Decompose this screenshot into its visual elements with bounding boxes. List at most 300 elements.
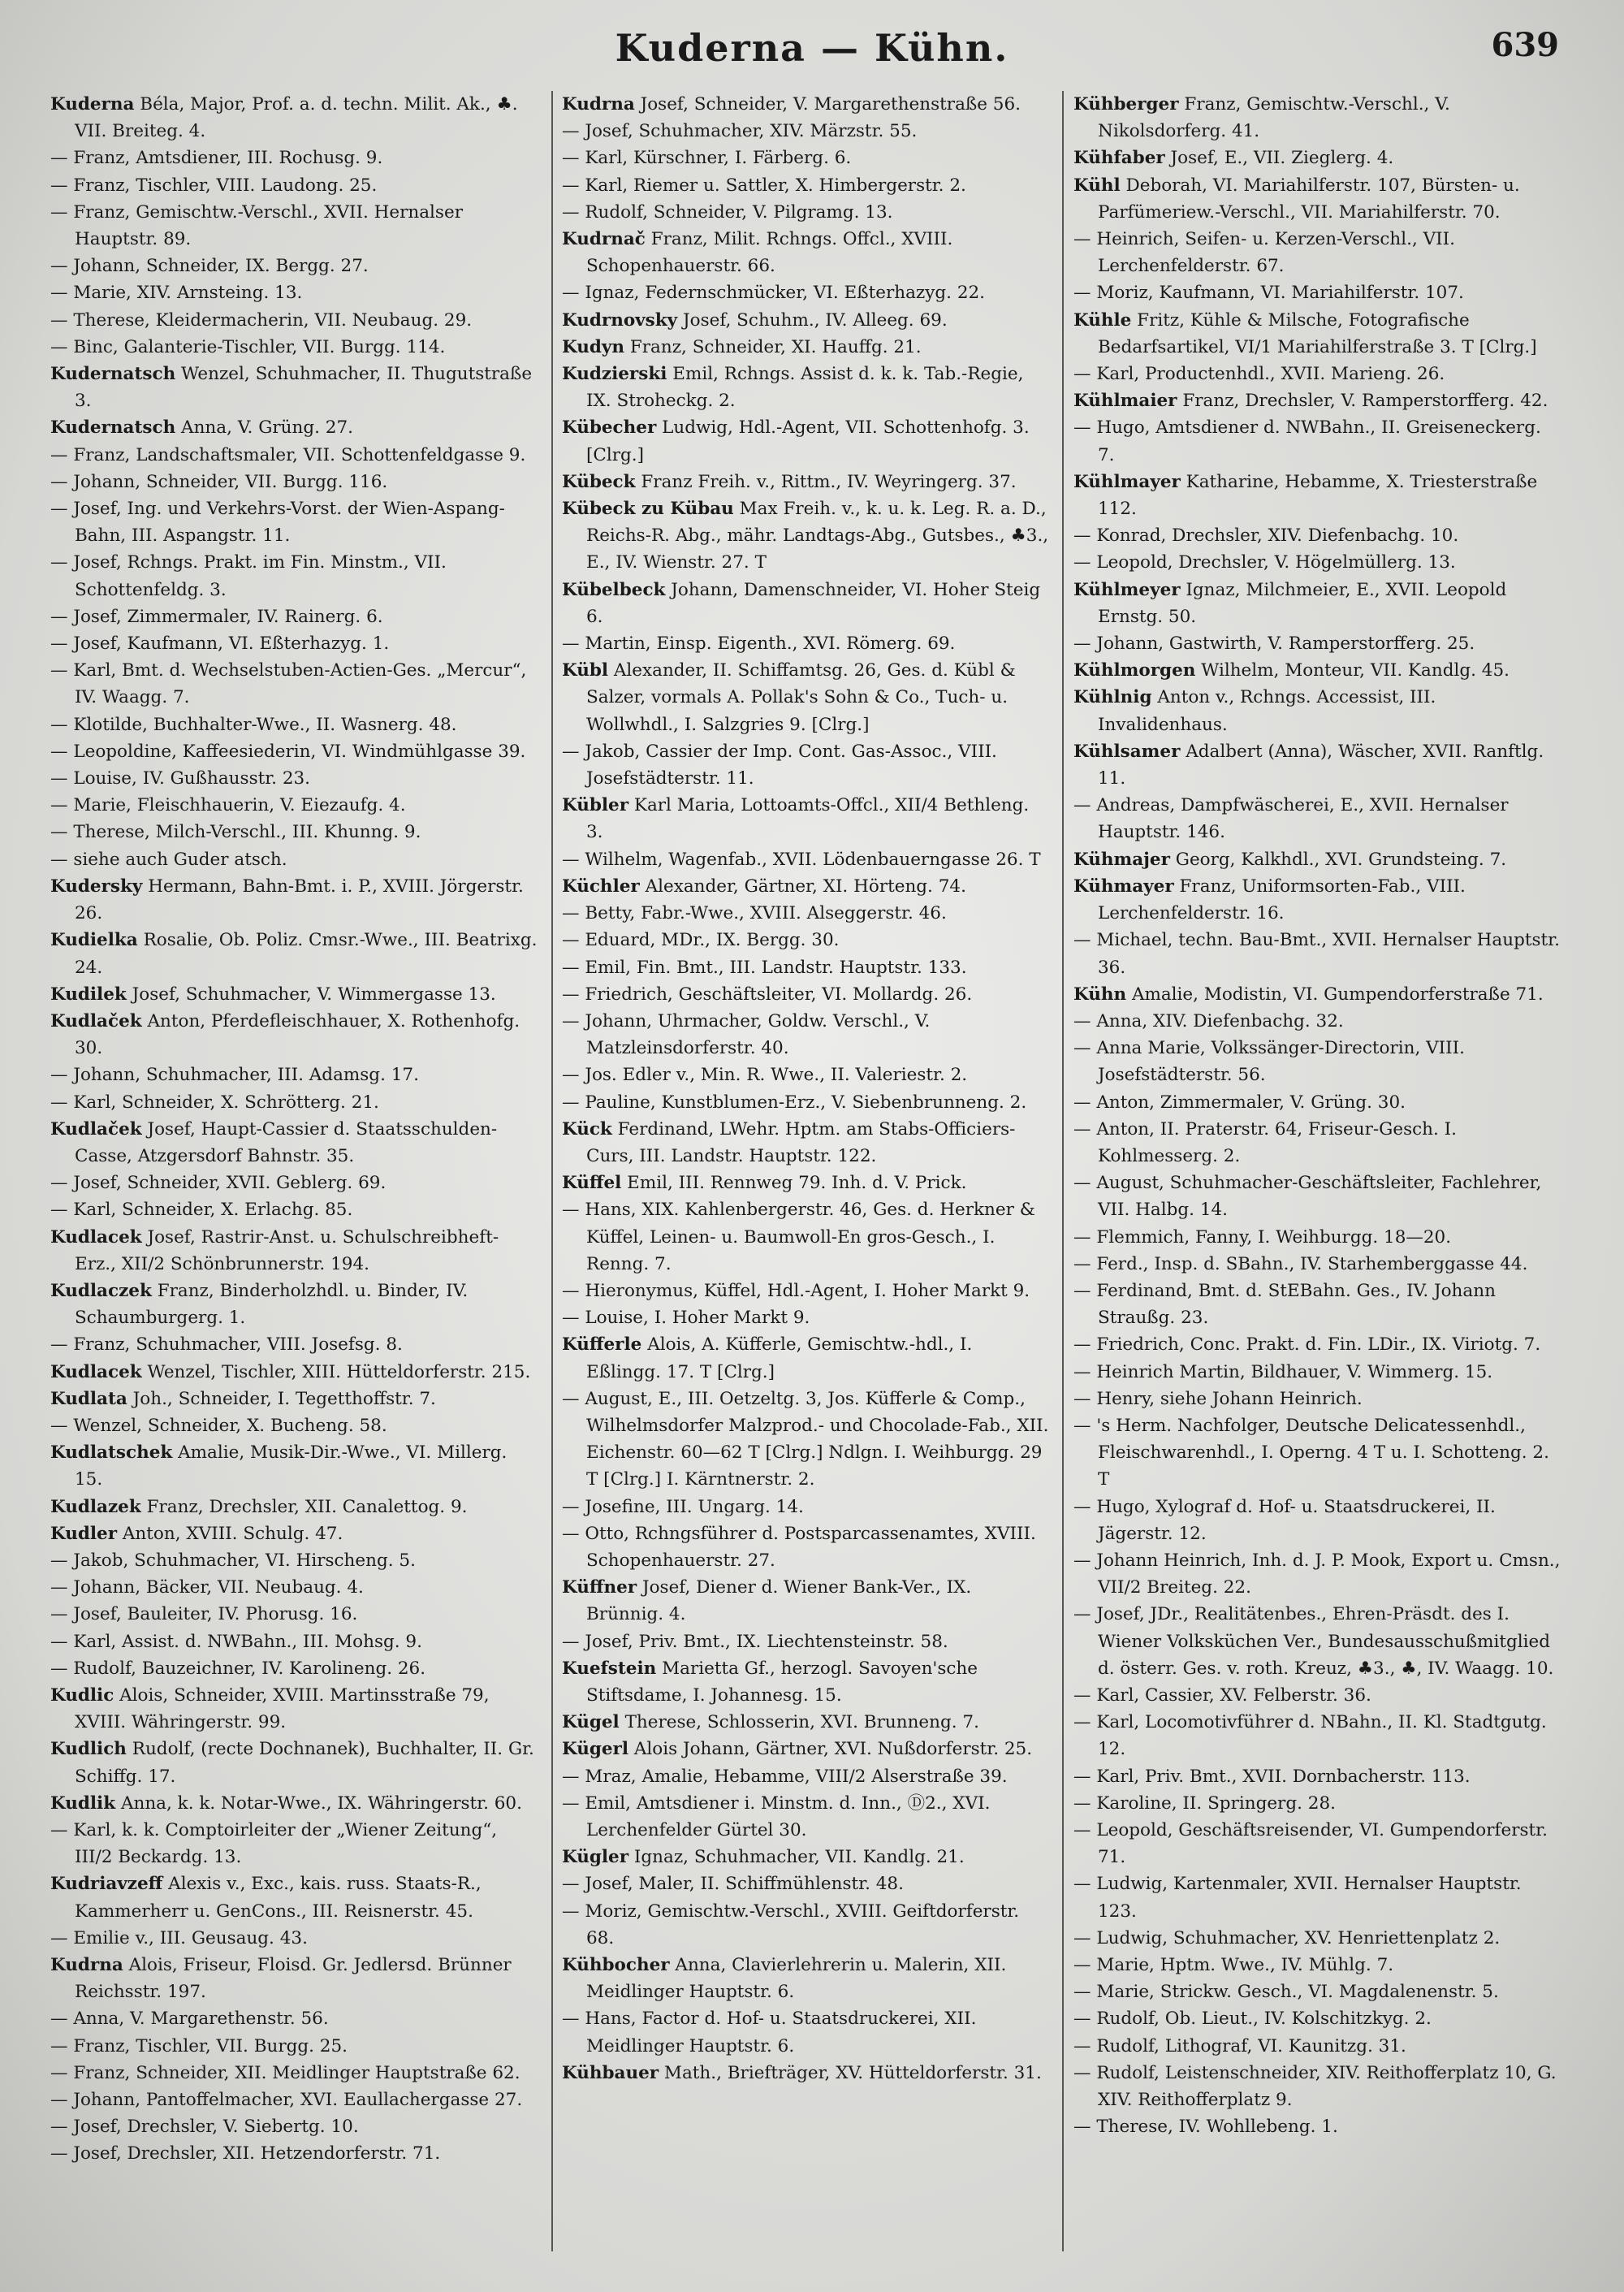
entry-text: — Josef, Schuhmacher, XIV. Märzstr. 55. [562, 121, 918, 142]
directory-entry [1073, 1386, 1561, 1412]
directory-entry [562, 1494, 1049, 1520]
entry-text: Anna, k. k. Notar-Wwe., IX. Währingerstr. 60. [115, 1793, 522, 1814]
entry-surname: Kudlacek [50, 1361, 142, 1382]
directory-entry [50, 1439, 538, 1493]
entry-text: — Franz, Tischler, VII. Burgg. 25. [50, 2035, 348, 2056]
entry-text: — Karl, Priv. Bmt., XVII. Dornbacherstr. 113. [1073, 1766, 1471, 1787]
entry-surname: Kück [562, 1118, 612, 1140]
entry-text: — Emilie v., III. Geusaug. 43. [50, 1927, 308, 1948]
entry-text: — Leopold, Drechsler, V. Högelmüllerg. 13. [1073, 552, 1456, 573]
entry-surname: Kudrna [50, 1955, 123, 1976]
directory-entry [562, 1008, 1049, 1062]
directory-entry [562, 495, 1049, 577]
directory-entry [1073, 1817, 1561, 1870]
entry-surname: Kübeck zu Kübau [562, 499, 734, 520]
entry-text: Emil, Rchngs. Assist d. k. k. Tab.-Regie, IX. Stroheckg. 2. [586, 364, 1024, 412]
entry-surname: Kudernatsch [50, 364, 176, 385]
entry-text: Alois Johann, Gärtner, XVI. Nußdorferstr. 25. [628, 1739, 1033, 1760]
entry-text: Wilhelm, Monteur, VII. Kandlg. 45. [1195, 660, 1510, 681]
directory-entry [1073, 1170, 1561, 1223]
directory-entry [1073, 657, 1561, 684]
directory-entry [50, 603, 538, 630]
entry-text: — Johann, Gastwirth, V. Ramperstorfferg. 25. [1073, 634, 1475, 655]
entry-text: — Karl, Cassier, XV. Felberstr. 36. [1073, 1684, 1371, 1706]
entry-text: — Marie, XIV. Arnsteing. 13. [50, 283, 303, 304]
directory-entry [562, 1089, 1049, 1116]
entry-text: — Josef, Kaufmann, VI. Eßterhazyg. 1. [50, 634, 390, 655]
entry-text: — Josef, Priv. Bmt., IX. Liechtensteinstr. 58. [562, 1631, 948, 1652]
directory-entry [50, 846, 538, 873]
entry-text: Ignaz, Milchmeier, E., XVII. Leopold Ernstg. 50. [1098, 579, 1507, 627]
directory-entry [50, 1925, 538, 1952]
entry-text: Rosalie, Ob. Poliz. Cmsr.-Wwe., III. Beatrixg. 24. [75, 930, 538, 978]
directory-columns [50, 91, 1585, 2260]
entry-surname: Kuderna [50, 94, 135, 115]
entry-text: — Hans, Factor d. Hof- u. Staatsdruckerei, XII. Meidlinger Hauptstr. 6. [562, 2009, 977, 2056]
directory-entry [50, 1494, 538, 1520]
directory-entry [562, 279, 1049, 306]
directory-entry [50, 279, 538, 306]
directory-entry [50, 1682, 538, 1736]
directory-entry [1073, 361, 1561, 387]
entry-text: Ferdinand, LWehr. Hptm. am Stabs-Officiers-Curs, III. Landstr. Hauptstr. 122. [586, 1118, 1016, 1166]
entry-text: Wenzel, Tischler, XIII. Hütteldorferstr. 215. [141, 1361, 531, 1382]
directory-entry [1073, 469, 1561, 522]
entry-text: Béla, Major, Prof. a. d. techn. Milit. Ak., ♣. VII. Breiteg. 4. [75, 94, 518, 142]
entry-text: — Franz, Amtsdiener, III. Rochusg. 9. [50, 148, 383, 169]
entry-surname: Kühlsamer [1073, 741, 1181, 762]
directory-entry [1073, 522, 1561, 549]
entry-text: Josef, Schuhm., IV. Alleeg. 69. [677, 309, 948, 331]
entry-text: — Heinrich Martin, Bildhauer, V. Wimmerg. 15. [1073, 1361, 1493, 1382]
entry-surname: Kühbocher [562, 1955, 670, 1976]
directory-entry [562, 1628, 1049, 1655]
entry-text: — Moriz, Kaufmann, VI. Mariahilferstr. 107. [1073, 283, 1464, 304]
directory-entry [50, 91, 538, 145]
entry-text: — Michael, techn. Bau-Bmt., XVII. Hernalser Hauptstr. 36. [1073, 930, 1560, 978]
entry-text: — Mraz, Amalie, Hebamme, VIII/2 Alserstraße 39. [562, 1766, 1008, 1787]
directory-entry [50, 711, 538, 738]
entry-surname: Kühle [1073, 309, 1132, 331]
entry-text: — Louise, IV. Gußhausstr. 23. [50, 768, 311, 789]
entry-text: Fritz, Kühle & Milsche, Fotografische Bedarfsartikel, VI/1 Mariahilferstraße 3. T [Clrg.] [1098, 309, 1537, 357]
directory-entry [562, 873, 1049, 900]
entry-text: Hermann, Bahn-Bmt. i. P., XVIII. Jörgerstr. 26. [75, 876, 524, 924]
directory-entry [50, 1952, 538, 2005]
directory-entry [50, 2060, 538, 2087]
directory-entry [562, 307, 1049, 334]
entry-surname: Kudrnovsky [562, 309, 678, 331]
directory-entry [50, 1628, 538, 1655]
directory-entry [1073, 1224, 1561, 1251]
entry-text: — Josef, Drechsler, XII. Hetzendorferstr. 71. [50, 2143, 441, 2164]
entry-surname: Kudlich [50, 1739, 127, 1760]
directory-entry [562, 2005, 1049, 2059]
entry-surname: Kühlmorgen [1073, 660, 1196, 681]
directory-entry [1073, 1494, 1561, 1547]
entry-text: — Otto, Rchngsführer d. Postsparcassenamtes, XVIII. Schopenhauerstr. 27. [562, 1523, 1036, 1571]
directory-entry [562, 199, 1049, 226]
entry-surname: Kudlaček [50, 1118, 142, 1140]
entry-text: Anna, Clavierlehrerin u. Malerin, XII. Meidlinger Hauptstr. 6. [586, 1955, 1007, 2003]
entry-text: — Karl, Kürschner, I. Färberg. 6. [562, 148, 852, 169]
directory-entry [1073, 91, 1561, 145]
directory-entry [1073, 684, 1561, 737]
directory-entry [50, 1520, 538, 1547]
entry-text: Josef, E., VII. Zieglerg. 4. [1164, 148, 1394, 169]
directory-entry [50, 361, 538, 414]
directory-entry [1073, 172, 1561, 226]
entry-text: — Josefine, III. Ungarg. 14. [562, 1496, 804, 1517]
entry-surname: Kudlaczek [50, 1280, 152, 1301]
directory-entry [1073, 1116, 1561, 1170]
directory-entry [50, 1547, 538, 1574]
directory-entry [50, 1790, 538, 1817]
directory-entry [50, 2005, 538, 2032]
entry-text: — Ignaz, Federnschmücker, VI. Eßterhazyg. 22. [562, 283, 986, 304]
directory-entry [1073, 1035, 1561, 1088]
page-number: 639 [1491, 26, 1559, 64]
entry-surname: Kudlik [50, 1793, 116, 1814]
entry-text: — Flemmich, Fanny, I. Weihburgg. 18—20. [1073, 1226, 1452, 1248]
entry-surname: Küfferle [562, 1334, 642, 1356]
entry-text: — Friedrich, Conc. Prakt. d. Fin. LDir., IX. Viriotg. 7. [1073, 1334, 1541, 1356]
directory-entry [50, 495, 538, 549]
directory-entry [50, 469, 538, 495]
directory-entry [1073, 307, 1561, 361]
entry-text: — Marie, Fleischhauerin, V. Eiezaufg. 4. [50, 795, 406, 816]
directory-entry [50, 1870, 538, 1924]
entry-text: Alexander, Gärtner, XI. Hörteng. 74. [639, 876, 966, 897]
directory-entry [562, 900, 1049, 927]
directory-entry [50, 442, 538, 469]
directory-entry [562, 1386, 1049, 1494]
directory-entry [1073, 1601, 1561, 1682]
directory-entry [1073, 577, 1561, 630]
directory-entry [562, 1196, 1049, 1278]
entry-text: Alois, Friseur, Floisd. Gr. Jedlersd. Brünner Reichsstr. 197. [75, 1955, 512, 2003]
entry-text: Josef, Diener d. Wiener Bank-Ver., IX. Brünnig. 4. [586, 1577, 972, 1625]
entry-text: — Anna Marie, Volkssänger-Directorin, VIII. Josefstädterstr. 56. [1073, 1038, 1465, 1086]
entry-text: — Karl, Locomotivführer d. NBahn., II. Kl. Stadtgutg. 12. [1073, 1712, 1547, 1760]
directory-entry [1073, 387, 1561, 414]
entry-surname: Kudlata [50, 1388, 127, 1409]
directory-entry [562, 414, 1049, 468]
entry-surname: Kühlmayer [1073, 471, 1181, 492]
directory-entry [50, 2140, 538, 2167]
entry-text: — Franz, Landschaftsmaler, VII. Schottenfeldgasse 9. [50, 444, 526, 465]
column-middle [562, 91, 1049, 2260]
directory-entry [562, 792, 1049, 845]
entry-text: — Ludwig, Kartenmaler, XVII. Hernalser Hauptstr. 123. [1073, 1874, 1522, 1922]
entry-surname: Kügel [562, 1712, 620, 1733]
directory-entry [562, 91, 1049, 118]
directory-entry [562, 657, 1049, 738]
directory-entry [562, 145, 1049, 171]
entry-text: — Louise, I. Hoher Markt 9. [562, 1308, 810, 1329]
entry-text: — Anna, XIV. Diefenbachg. 32. [1073, 1010, 1344, 1031]
directory-entry [1073, 2113, 1561, 2140]
entry-text: Katharine, Hebamme, X. Triesterstraße 112. [1098, 471, 1538, 520]
entry-text: — Hieronymus, Küffel, Hdl.-Agent, I. Hoher Markt 9. [562, 1280, 1030, 1301]
directory-entry [50, 873, 538, 927]
entry-surname: Kudlazek [50, 1496, 141, 1517]
entry-text: — Betty, Fabr.-Wwe., XVIII. Alseggerstr. 46. [562, 903, 947, 924]
directory-entry [562, 226, 1049, 279]
entry-text: — Hans, XIX. Kahlenbergerstr. 46, Ges. d. Herkner & Küffel, Leinen- u. Baumwoll-En gros-Gesch., I. Renng. 7. [562, 1200, 1035, 1274]
entry-text: — Wilhelm, Wagenfab., XVII. Lödenbauerngasse 26. T [562, 849, 1041, 870]
directory-entry [562, 1278, 1049, 1304]
entry-text: — Emil, Amtsdiener i. Minstm. d. Inn., Ⓓ2., XVI. Lerchenfelder Gürtel 30. [562, 1793, 991, 1840]
entry-text: Franz, Gemischtw.-Verschl., V. Nikolsdorferg. 41. [1098, 94, 1450, 142]
directory-entry [562, 1116, 1049, 1170]
entry-text: — Therese, Kleidermacherin, VII. Neubaug. 29. [50, 309, 473, 331]
entry-surname: Kudler [50, 1523, 118, 1544]
directory-entry [562, 2060, 1049, 2087]
entry-surname: Kudlacek [50, 1226, 142, 1248]
directory-entry [1073, 738, 1561, 792]
directory-entry [1073, 630, 1561, 657]
entry-text: — Johann, Schneider, VII. Burgg. 116. [50, 471, 388, 492]
entry-surname: Kuefstein [562, 1658, 657, 1679]
directory-entry [562, 1304, 1049, 1331]
entry-surname: Kühlmeyer [1073, 579, 1181, 600]
entry-text: — Marie, Strickw. Gesch., VI. Magdalenenstr. 5. [1073, 1982, 1499, 2003]
entry-text: — Ferdinand, Bmt. d. StEBahn. Ges., IV. Johann Straußg. 23. [1073, 1280, 1496, 1329]
entry-surname: Kübeck [562, 471, 636, 492]
entry-text: Johann, Damenschneider, VI. Hoher Steig 6. [586, 579, 1041, 627]
directory-entry [1073, 1870, 1561, 1924]
directory-entry [50, 1817, 538, 1870]
directory-entry [50, 1574, 538, 1601]
entry-surname: Kudersky [50, 876, 143, 897]
entry-text: — Rudolf, Schneider, V. Pilgramg. 13. [562, 201, 893, 223]
entry-text: — Pauline, Kunstblumen-Erz., V. Siebenbrunneng. 2. [562, 1092, 1027, 1113]
entry-surname: Kübl [562, 660, 609, 681]
column-left [50, 91, 538, 2260]
entry-surname: Küchler [562, 876, 640, 897]
entry-text: Alexander, II. Schiffamtsg. 26, Ges. d. Kübl & Salzer, vormals A. Pollak's Sohn & Co., Tuch- u. Wollwhdl., I. Salzgries 9. [Clrg.] [586, 660, 1016, 735]
entry-text: — Rudolf, Lithograf, VI. Kaunitzg. 31. [1073, 2035, 1406, 2056]
entry-text: Amalie, Musik-Dir.-Wwe., VI. Millerg. 15. [75, 1442, 508, 1490]
entry-surname: Kühberger [1073, 94, 1179, 115]
entry-text: — Ludwig, Schuhmacher, XV. Henriettenplatz 2. [1073, 1927, 1501, 1948]
entry-text: — Franz, Schuhmacher, VIII. Josefsg. 8. [50, 1334, 403, 1356]
entry-surname: Kühlnig [1073, 687, 1152, 708]
entry-text: Deborah, VI. Mariahilferstr. 107, Bürsten- u. Parfümeriew.-Verschl., VII. Mariahilferstr. 70. [1098, 175, 1520, 223]
entry-text: Georg, Kalkhdl., XVI. Grundsteing. 7. [1169, 849, 1507, 870]
entry-text: — Rudolf, Leistenschneider, XIV. Reithofferplatz 10, G. XIV. Reithofferplatz 9. [1073, 2062, 1557, 2111]
directory-entry [562, 1062, 1049, 1088]
entry-text: — Wenzel, Schneider, X. Bucheng. 58. [50, 1415, 387, 1436]
entry-text: Ignaz, Schuhmacher, VII. Kandlg. 21. [628, 1847, 965, 1868]
entry-surname: Kübecher [562, 417, 657, 439]
entry-text: — Josef, JDr., Realitätenbes., Ehren-Präsdt. des I. Wiener Volksküchen Ver., Bundesausschußmitglied d. österr. Ges. v. roth. Kreuz, ♣3., ♣, IV. Waagg. 10. [1073, 1604, 1554, 1679]
entry-text: — Hugo, Xylograf d. Hof- u. Staatsdruckerei, II. Jägerstr. 12. [1073, 1496, 1496, 1544]
entry-text: — Binc, Galanterie-Tischler, VII. Burgg. 114. [50, 336, 446, 357]
directory-entry [1073, 1278, 1561, 1331]
entry-text: — Karl, Riemer u. Sattler, X. Himbergerstr. 2. [562, 175, 966, 196]
entry-text: — Josef, Zimmermaler, IV. Rainerg. 6. [50, 606, 383, 627]
page-header [49, 19, 1575, 78]
directory-entry [1073, 549, 1561, 576]
entry-text: — Rudolf, Ob. Lieut., IV. Kolschitzkyg. 2. [1073, 2009, 1432, 2030]
entry-text: — Therese, Milch-Verschl., III. Khunng. 9. [50, 822, 421, 843]
directory-entry [562, 1520, 1049, 1574]
directory-entry [50, 927, 538, 980]
entry-text: Josef, Haupt-Cassier d. Staatsschulden-Casse, Atzgersdorf Bahnstr. 35. [75, 1118, 498, 1166]
directory-entry [562, 361, 1049, 414]
entry-text: Josef, Rastrir-Anst. u. Schulschreibheft-Erz., XII/2 Schönbrunnerstr. 194. [75, 1226, 499, 1274]
entry-surname: Kudlatschek [50, 1442, 173, 1464]
entry-text: Adalbert (Anna), Wäscher, XVII. Ranftlg. 11. [1098, 741, 1544, 789]
entry-text: — Friedrich, Geschäftsleiter, VI. Mollardg. 26. [562, 984, 973, 1005]
entry-text: — August, E., III. Oetzeltg. 3, Jos. Küfferle & Comp., Wilhelmsdorfer Malzprod.- und Chocolade-Fab., XII. Eichenstr. 60—62 T [Clrg.] Ndlgn. I. Weihburgg. 29 T [Clrg.] I. Kärntnerstr. 2. [562, 1388, 1049, 1490]
entry-text: Anton, Pferdefleischhauer, X. Rothenhofg. 30. [75, 1010, 520, 1059]
entry-text: — Josef, Ing. und Verkehrs-Vorst. der Wien-Aspang-Bahn, III. Aspangstr. 11. [50, 499, 505, 547]
page-title: Kuderna — Kühn. [615, 26, 1009, 70]
entry-surname: Kühn [1073, 984, 1127, 1005]
entry-text: — Karl, Schneider, X. Erlachg. 85. [50, 1200, 353, 1221]
entry-text: — Karl, Productenhdl., XVII. Marieng. 26. [1073, 364, 1445, 385]
directory-entry [562, 1655, 1049, 1709]
entry-text: — Leopoldine, Kaffeesiederin, VI. Windmühlgasse 39. [50, 741, 526, 762]
entry-text: — Josef, Maler, II. Schiffmühlenstr. 48. [562, 1874, 904, 1895]
entry-text: — siehe auch Guder atsch. [50, 849, 287, 870]
directory-entry [562, 118, 1049, 145]
directory-entry [50, 1062, 538, 1088]
directory-entry [1073, 414, 1561, 468]
directory-entry [50, 145, 538, 171]
entry-text: — Andreas, Dampfwäscherei, E., XVII. Hernalser Hauptstr. 146. [1073, 795, 1509, 843]
entry-text: Amalie, Modistin, VI. Gumpendorferstraße 71. [1126, 984, 1544, 1005]
entry-text: — Karl, Schneider, X. Schrötterg. 21. [50, 1092, 379, 1113]
entry-text: — Josef, Rchngs. Prakt. im Fin. Minstm., VII. Schottenfeldg. 3. [50, 552, 447, 600]
entry-surname: Kudilek [50, 984, 127, 1005]
directory-entry [562, 1170, 1049, 1196]
entry-text: — Marie, Hptm. Wwe., IV. Mühlg. 7. [1073, 1955, 1394, 1976]
entry-surname: Kügler [562, 1847, 629, 1868]
directory-entry [50, 1412, 538, 1439]
entry-text: — Karl, Assist. d. NWBahn., III. Mohsg. 9. [50, 1631, 422, 1652]
directory-entry [50, 1116, 538, 1170]
directory-entry [1073, 1412, 1561, 1494]
entry-text: Alois, A. Küfferle, Gemischtw.-hdl., I. Eßlingg. 17. T [Clrg.] [586, 1334, 973, 1382]
directory-entry [562, 172, 1049, 199]
entry-text: Anton v., Rchngs. Accessist, III. Invalidenhaus. [1098, 687, 1436, 735]
directory-entry [50, 2113, 538, 2140]
entry-text: Ludwig, Hdl.-Agent, VII. Schottenhofg. 3. [Clrg.] [586, 417, 1030, 465]
entry-text: — Johann, Schuhmacher, III. Adamsg. 17. [50, 1065, 419, 1086]
directory-entry [562, 1952, 1049, 2005]
directory-entry [1073, 1682, 1561, 1709]
directory-entry [1073, 145, 1561, 171]
entry-surname: Kudriavzeff [50, 1874, 163, 1895]
entry-text: — Jakob, Cassier der Imp. Cont. Gas-Assoc., VIII. Josefstädterstr. 11. [562, 741, 997, 789]
entry-text: Joh., Schneider, I. Tegetthoffstr. 7. [127, 1388, 436, 1409]
entry-text: — Rudolf, Bauzeichner, IV. Karolineng. 26. [50, 1658, 426, 1679]
directory-entry [562, 846, 1049, 873]
entry-surname: Kühlmaier [1073, 391, 1177, 412]
directory-entry [562, 1574, 1049, 1628]
entry-text: Wenzel, Schuhmacher, II. Thugutstraße 3. [75, 364, 533, 412]
entry-text: Therese, Schlosserin, XVI. Brunneng. 7. [619, 1712, 979, 1733]
directory-entry [50, 1359, 538, 1386]
directory-entry [562, 1790, 1049, 1844]
directory-entry [50, 199, 538, 253]
directory-entry [562, 1709, 1049, 1736]
directory-entry [1073, 873, 1561, 927]
directory-entry [1073, 2060, 1561, 2113]
directory-entry [50, 1736, 538, 1789]
entry-text: Franz, Drechsler, V. Ramperstorfferg. 42. [1177, 391, 1548, 412]
directory-entry [50, 1331, 538, 1358]
entry-text: — Anna, V. Margarethenstr. 56. [50, 2009, 329, 2030]
entry-text: Rudolf, (recte Dochnanek), Buchhalter, II. Gr. Schiffg. 17. [75, 1739, 534, 1787]
directory-entry [562, 577, 1049, 630]
entry-text: Josef, Schneider, V. Margarethenstraße 56. [634, 94, 1021, 115]
entry-text: — August, Schuhmacher-Geschäftsleiter, Fachlehrer, VII. Halbg. 14. [1073, 1173, 1542, 1221]
entry-text: Anna, V. Grüng. 27. [175, 417, 353, 439]
entry-text: Karl Maria, Lottoamts-Offcl., XII/4 Bethleng. 3. [586, 795, 1030, 843]
directory-entry [1073, 1709, 1561, 1762]
entry-surname: Kudlic [50, 1684, 114, 1706]
entry-surname: Kudlaček [50, 1010, 142, 1031]
directory-entry [1073, 1790, 1561, 1817]
directory-entry [562, 1331, 1049, 1385]
directory-entry [1073, 1547, 1561, 1601]
directory-entry [562, 1736, 1049, 1762]
directory-entry [1073, 1952, 1561, 1978]
entry-text: — Klotilde, Buchhalter-Wwe., II. Wasnerg. 48. [50, 714, 457, 735]
directory-entry [50, 1008, 538, 1062]
directory-entry [1073, 1359, 1561, 1386]
entry-text: — Emil, Fin. Bmt., III. Landstr. Hauptstr. 133. [562, 957, 967, 978]
directory-entry [50, 792, 538, 819]
entry-text: Math., Briefträger, XV. Hütteldorferstr. 31. [659, 2062, 1042, 2083]
entry-text: — Heinrich, Seifen- u. Kerzen-Verschl., VII. Lerchenfelderstr. 67. [1073, 229, 1455, 277]
entry-text: — Franz, Schneider, XII. Meidlinger Hauptstraße 62. [50, 2062, 520, 2083]
entry-surname: Kudielka [50, 930, 138, 951]
directory-entry [50, 334, 538, 361]
entry-text: — Therese, IV. Wohllebeng. 1. [1073, 2117, 1338, 2138]
directory-entry [562, 1870, 1049, 1897]
entry-surname: Küffner [562, 1577, 637, 1598]
entry-text: — Eduard, MDr., IX. Bergg. 30. [562, 930, 840, 951]
directory-entry [562, 334, 1049, 361]
entry-surname: Kühmajer [1073, 849, 1170, 870]
entry-text: — Johann, Uhrmacher, Goldw. Verschl., V. Matzleinsdorferstr. 40. [562, 1010, 931, 1059]
directory-entry [562, 630, 1049, 657]
entry-text: — Johann, Schneider, IX. Bergg. 27. [50, 256, 369, 277]
entry-surname: Kübler [562, 795, 629, 816]
directory-entry [50, 819, 538, 845]
entry-surname: Kügerl [562, 1739, 629, 1760]
entry-text: Franz, Milit. Rchngs. Offcl., XVIII. Schopenhauerstr. 66. [586, 229, 953, 277]
entry-text: — Jakob, Schuhmacher, VI. Hirscheng. 5. [50, 1550, 416, 1571]
entry-surname: Küffel [562, 1173, 622, 1194]
entry-text: — Leopold, Geschäftsreisender, VI. Gumpendorferstr. 71. [1073, 1820, 1548, 1868]
entry-text: — Jos. Edler v., Min. R. Wwe., II. Valeriestr. 2. [562, 1065, 968, 1086]
directory-entry [562, 469, 1049, 495]
entry-text: — Josef, Schneider, XVII. Geblerg. 69. [50, 1173, 387, 1194]
directory-entry [50, 1170, 538, 1196]
entry-text: — Johann, Bäcker, VII. Neubaug. 4. [50, 1577, 364, 1598]
directory-entry [1073, 846, 1561, 873]
entry-text: — Johann Heinrich, Inh. d. J. P. Mook, Export u. Cmsn., VII/2 Breiteg. 22. [1073, 1550, 1561, 1598]
entry-text: Franz, Binderholzhdl. u. Binder, IV. Schaumburgerg. 1. [75, 1280, 469, 1329]
column-right [1073, 91, 1561, 2260]
